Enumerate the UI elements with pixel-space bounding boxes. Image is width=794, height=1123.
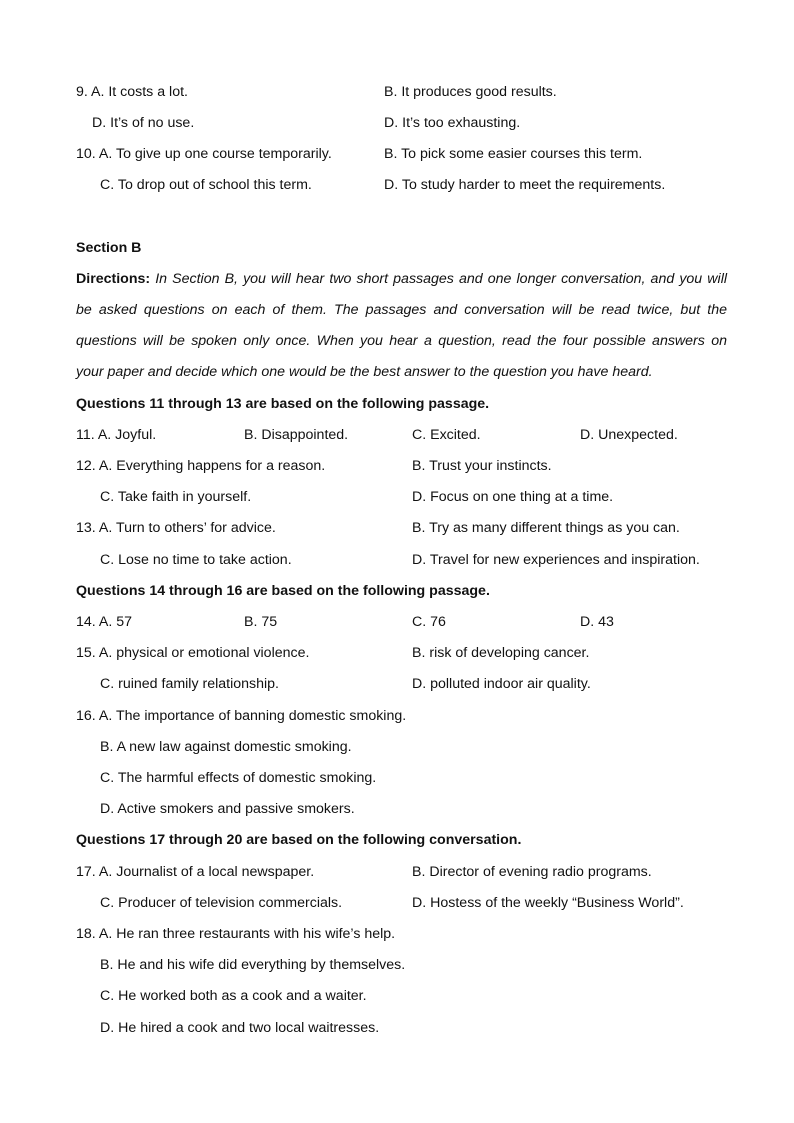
q18-option-a: 18. A. He ran three restaurants with his wife’s help. (76, 926, 396, 942)
q9-option-b: B. It produces good results. (384, 84, 557, 100)
directions-line-3: questions will be spoken only once. When you hear a question, read the four possible answers on (76, 333, 727, 349)
group-1-heading: Questions 11 through 13 are based on the following passage. (76, 396, 490, 412)
section-b-title: Section B (76, 240, 142, 256)
q14-option-c: C. 76 (412, 614, 446, 630)
q15-option-d: D. polluted indoor air quality. (412, 676, 591, 692)
q11-option-b: B. Disappointed. (244, 427, 349, 443)
q9-option-d2: D. It’s too exhausting. (384, 115, 521, 131)
q10-option-c: C. To drop out of school this term. (100, 177, 312, 193)
q15-option-b: B. risk of developing cancer. (412, 645, 590, 661)
q16-option-b: B. A new law against domestic smoking. (100, 739, 352, 755)
q12-option-d: D. Focus on one thing at a time. (412, 489, 614, 505)
directions-line-2: be asked questions on each of them. The passages and conversation will be read twice, but the (76, 302, 727, 318)
q13-option-a: 13. A. Turn to others’ for advice. (76, 520, 276, 536)
q14-option-a: 14. A. 57 (76, 614, 133, 630)
q11-option-a: 11. A. Joyful. (76, 427, 157, 443)
q18-option-d: D. He hired a cook and two local waitresses. (100, 1020, 380, 1036)
q13-option-d: D. Travel for new experiences and inspiration. (412, 552, 700, 568)
q17-option-d: D. Hostess of the weekly “Business World”. (412, 895, 684, 911)
q12-option-c: C. Take faith in yourself. (100, 489, 252, 505)
q14-option-d: D. 43 (580, 614, 614, 630)
q16-option-d: D. Active smokers and passive smokers. (100, 801, 355, 817)
q12-option-b: B. Trust your instincts. (412, 458, 552, 474)
q12-option-a: 12. A. Everything happens for a reason. (76, 458, 326, 474)
directions-label: Directions: (76, 271, 151, 287)
q17-option-b: B. Director of evening radio programs. (412, 864, 652, 880)
q17-option-c: C. Producer of television commercials. (100, 895, 343, 911)
q11-option-c: C. Excited. (412, 427, 481, 443)
q11-option-d: D. Unexpected. (580, 427, 678, 443)
q9-option-a: 9. A. It costs a lot. (76, 84, 188, 100)
q18-option-c: C. He worked both as a cook and a waiter. (100, 988, 367, 1004)
q16-option-c: C. The harmful effects of domestic smoking. (100, 770, 377, 786)
q15-option-c: C. ruined family relationship. (100, 676, 279, 692)
q18-option-b: B. He and his wife did everything by themselves. (100, 957, 406, 973)
q9-option-d: D. It’s of no use. (92, 115, 195, 131)
q10-option-a: 10. A. To give up one course temporarily. (76, 146, 332, 162)
group-3-heading: Questions 17 through 20 are based on the following conversation. (76, 832, 522, 848)
q17-option-a: 17. A. Journalist of a local newspaper. (76, 864, 315, 880)
directions-text-1: In Section B, you will hear two short passages and one longer conversation, and you will (155, 271, 727, 287)
group-2-heading: Questions 14 through 16 are based on the following passage. (76, 583, 490, 599)
q10-option-b: B. To pick some easier courses this term. (384, 146, 643, 162)
directions-line-1 (76, 270, 727, 288)
q13-option-b: B. Try as many different things as you can. (412, 520, 680, 536)
q14-option-b: B. 75 (244, 614, 278, 630)
q13-option-c: C. Lose no time to take action. (100, 552, 292, 568)
q16-option-a: 16. A. The importance of banning domestic smoking. (76, 708, 407, 724)
q10-option-d: D. To study harder to meet the requirements. (384, 177, 666, 193)
q15-option-a: 15. A. physical or emotional violence. (76, 645, 310, 661)
directions-line-4: your paper and decide which one would be the best answer to the question you have heard. (76, 364, 653, 380)
